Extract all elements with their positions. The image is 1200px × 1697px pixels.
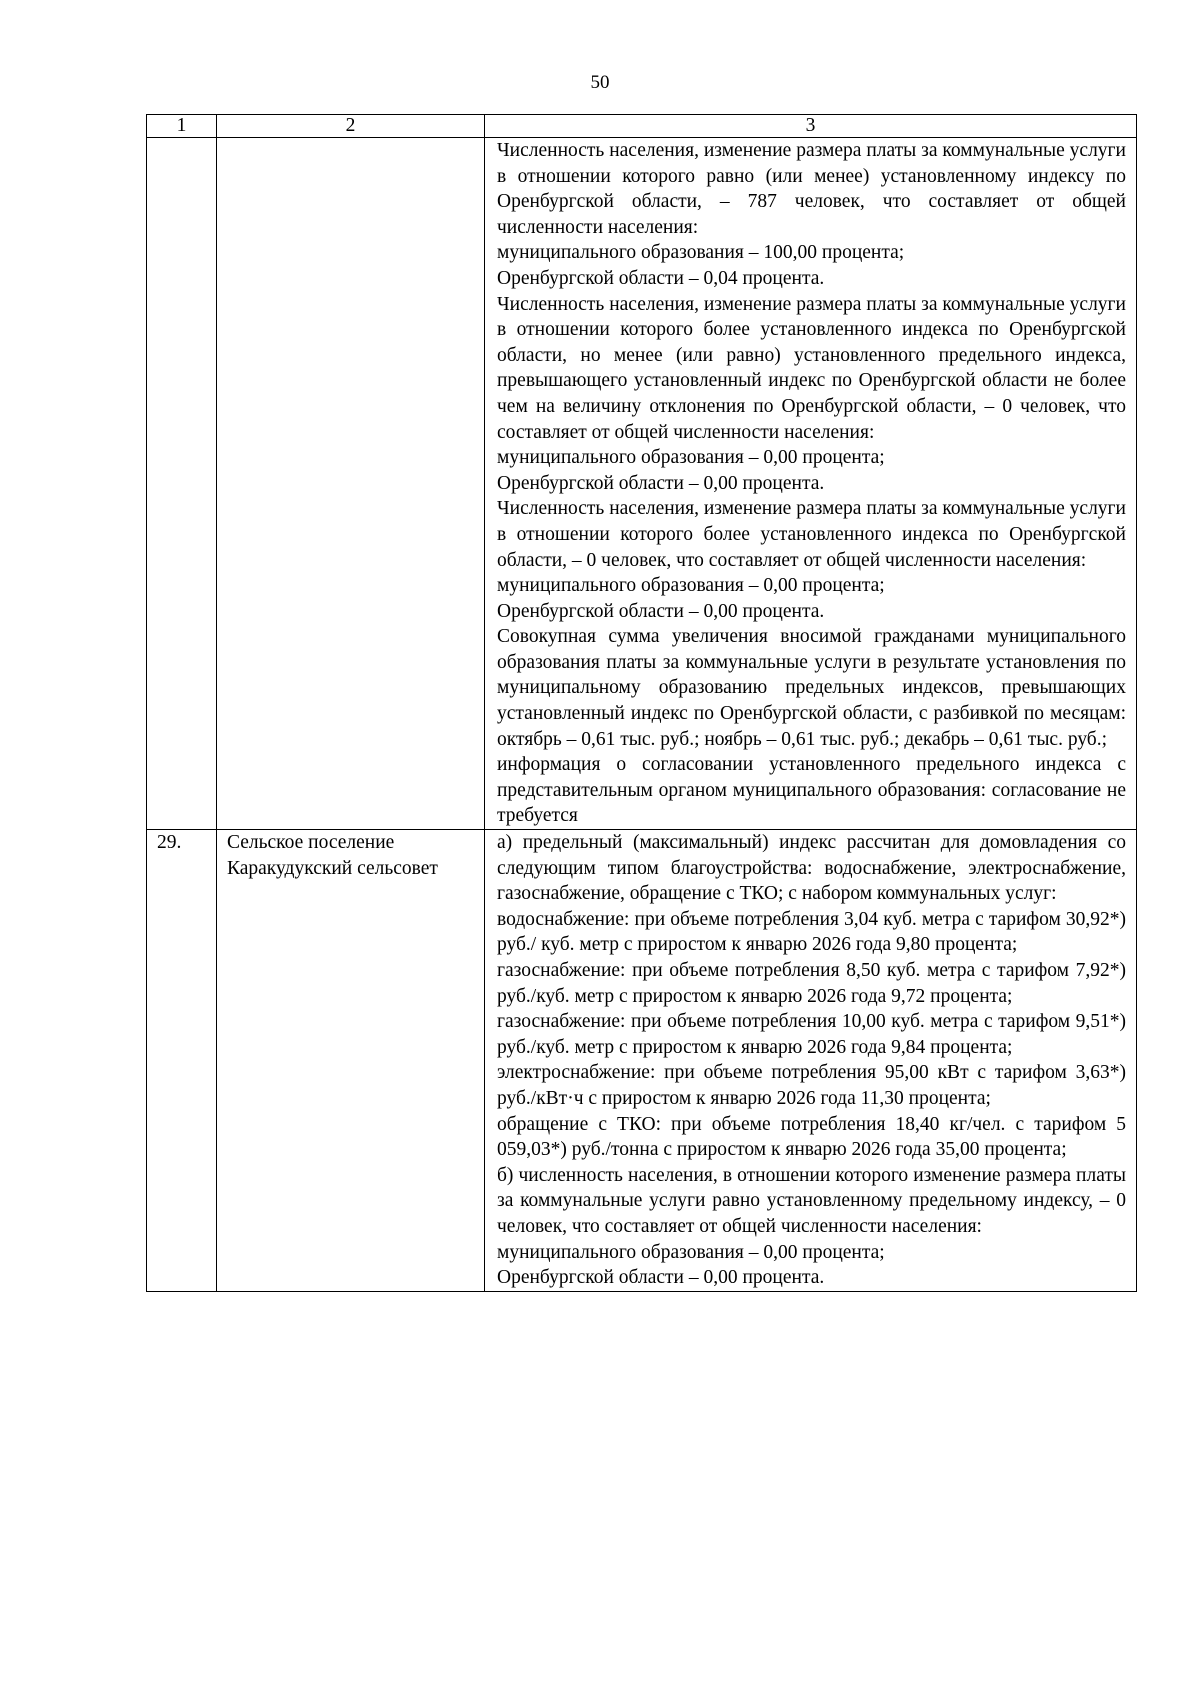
municipality-name-line: Сельское поселение: [227, 832, 395, 854]
page-number: 50: [590, 72, 610, 93]
table-header-row: [147, 115, 1137, 138]
row-number-cell: [147, 138, 217, 830]
paragraph: а) предельный (максимальный) индекс рассчитан для домовладения со следующим типом благоустройства: водоснабжение, электроснабжение, газоснабжение, обращение с ТКО; с набором коммунальных услуг:: [497, 832, 1126, 905]
data-table: [146, 114, 1137, 1292]
paragraph: б) численность населения, в отношении которого изменение размера платы за коммунальные услуги равно установленному предельному индексу, – 0 человек, что составляет от общей численности населения:: [497, 1164, 1126, 1237]
row-number-cell: 29.: [147, 830, 217, 1292]
table-row: [147, 830, 1137, 1292]
paragraph: Оренбургской области – 0,00 процента.: [497, 1267, 825, 1289]
paragraph: Численность населения, изменение размера платы за коммунальные услуги в отношении которого равно (или менее) установленному индексу по Оренбургской области, – 787 человек, что составляет от общей численности населения:: [497, 140, 1126, 238]
paragraph: Численность населения, изменение размера платы за коммунальные услуги в отношении которого более установленного индекса по Оренбургской области, но менее (или равно) установленного предельного индекса, превышающего установленный индекс по Оренбургской области не более чем на величину отклонения по Оренбургской области, – 0 человек, что составляет от общей численности населения:: [497, 293, 1126, 443]
paragraph: Оренбургской области – 0,04 процента.: [497, 267, 825, 289]
paragraph: Оренбургской области – 0,00 процента.: [497, 600, 825, 622]
paragraph: газоснабжение: при объеме потребления 8,50 куб. метра с тарифом 7,92*) руб./куб. метр с приростом к январю 2026 года 9,72 процента;: [497, 960, 1126, 1007]
table-row-continued: [147, 138, 1137, 830]
paragraph: информация о согласовании установленного предельного индекса с представительным органом муниципального образования: согласование не требуется: [497, 754, 1126, 827]
municipality-cell: [217, 138, 485, 830]
column-header-3: 3: [485, 115, 1137, 138]
paragraph: муниципального образования – 0,00 процента;: [497, 447, 885, 469]
description-cell: [485, 830, 1137, 1292]
municipality-name-line: Каракудукский сельсовет: [227, 857, 438, 879]
paragraph: Совокупная сумма увеличения вносимой гражданами муниципального образования платы за коммунальные услуги в результате установления по муниципальному образованию предельных индексов, превышающих установленный индекс по Оренбургской области, с разбивкой по месяцам: октябрь – 0,61 тыс. руб.; ноябрь – 0,61 тыс. руб.; декабрь – 0,61 тыс. руб.;: [497, 626, 1126, 750]
paragraph: муниципального образования – 0,00 процента;: [497, 1241, 885, 1263]
description-cell: [485, 138, 1137, 830]
paragraph: Численность населения, изменение размера платы за коммунальные услуги в отношении которого более установленного индекса по Оренбургской области, – 0 человек, что составляет от общей численности населения:: [497, 498, 1126, 571]
paragraph: обращение с ТКО: при объеме потребления 18,40 кг/чел. с тарифом 5 059,03*) руб./тонна с приростом к январю 2026 года 35,00 процента;: [497, 1113, 1126, 1161]
paragraph: Оренбургской области – 0,00 процента.: [497, 472, 825, 494]
paragraph: муниципального образования – 100,00 процента;: [497, 242, 905, 264]
paragraph: электроснабжение: при объеме потребления 95,00 кВт с тарифом 3,63*) руб./кВт·ч с приростом к январю 2026 года 11,30 процента;: [497, 1062, 1126, 1109]
paragraph: муниципального образования – 0,00 процента;: [497, 575, 885, 597]
paragraph: газоснабжение: при объеме потребления 10,00 куб. метра с тарифом 9,51*) руб./куб. метр с приростом к январю 2026 года 9,84 процента;: [497, 1011, 1126, 1058]
column-header-1: 1: [147, 115, 217, 138]
column-header-2: 2: [217, 115, 485, 138]
municipality-cell: [217, 830, 485, 1292]
paragraph: водоснабжение: при объеме потребления 3,04 куб. метра с тарифом 30,92*) руб./ куб. метр с приростом к январю 2026 года 9,80 процента;: [497, 908, 1126, 956]
